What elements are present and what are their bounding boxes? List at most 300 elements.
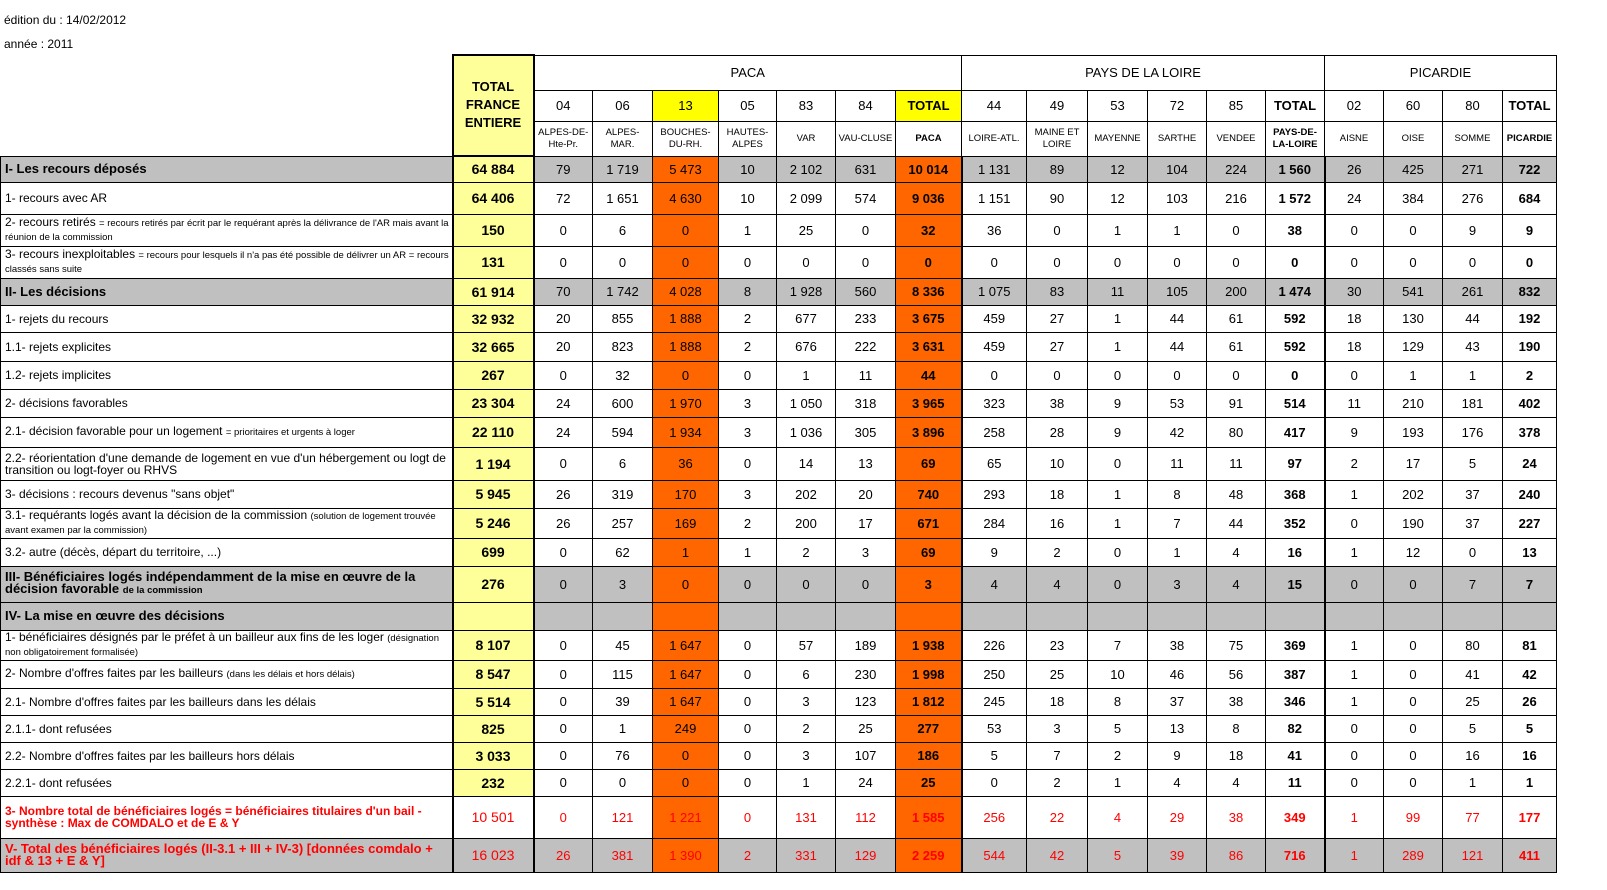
value-cell: 44 [1443,305,1503,332]
table-row [1,246,1557,278]
total-france-cell: 64 406 [453,182,534,214]
value-cell: 459 [962,305,1027,332]
value-cell: 352 [1266,508,1325,538]
value-cell: 4 [1027,566,1088,602]
value-cell: 0 [534,538,593,566]
value-cell: 121 [593,796,653,838]
row-label [1,660,453,688]
value-cell: 38 [1207,796,1266,838]
table-row [1,769,1557,796]
value-cell: 8 [719,278,777,305]
value-cell: 39 [593,688,653,715]
total-france-cell: 64 884 [453,156,534,182]
value-cell: 4 [1088,796,1148,838]
value-cell: 1 [1384,361,1443,389]
value-cell: 1 [1088,214,1148,246]
total-france-cell: 5 246 [453,508,534,538]
column-code: 49 [1027,90,1088,121]
value-cell: 1 390 [653,838,719,872]
value-cell: 61 [1207,332,1266,361]
total-france-cell: 8 547 [453,660,534,688]
value-cell: 75 [1207,630,1266,660]
value-cell: 1 036 [777,417,836,447]
value-cell: 0 [1443,538,1503,566]
value-cell: 271 [1443,156,1503,182]
value-cell: 39 [1148,838,1207,872]
value-cell: 276 [1443,182,1503,214]
value-cell: 4 [1207,769,1266,796]
value-cell: 193 [1384,417,1443,447]
value-cell: 0 [962,769,1027,796]
value-cell: 676 [777,332,836,361]
value-cell: 26 [1503,688,1557,715]
table-row [1,715,1557,742]
total-france-cell: 16 023 [453,838,534,872]
value-cell: 0 [1148,361,1207,389]
value-cell: 13 [1148,715,1207,742]
value-cell: 0 [777,246,836,278]
value-cell: 261 [1443,278,1503,305]
value-cell: 0 [719,246,777,278]
column-name: ALPES-DE-Hte-Pr. [534,121,593,156]
value-cell: 11 [1088,278,1148,305]
value-cell: 121 [1443,838,1503,872]
value-cell: 0 [836,566,896,602]
table-row [1,688,1557,715]
value-cell: 1 [719,538,777,566]
value-cell: 592 [1266,305,1325,332]
value-cell: 369 [1266,630,1325,660]
column-code: TOTAL [896,90,962,121]
value-cell: 38 [1266,214,1325,246]
value-cell: 0 [1384,769,1443,796]
value-cell: 6 [593,214,653,246]
value-cell: 592 [1266,332,1325,361]
value-cell: 1 [719,214,777,246]
value-cell: 0 [836,246,896,278]
value-cell [1027,602,1088,630]
value-cell: 37 [1443,508,1503,538]
value-cell: 740 [896,480,962,508]
total-france-cell: 825 [453,715,534,742]
value-cell: 0 [719,796,777,838]
row-label [1,447,453,480]
value-cell: 2 259 [896,838,962,872]
column-code: 44 [962,90,1027,121]
value-cell: 43 [1443,332,1503,361]
value-cell: 2 [719,508,777,538]
value-cell: 2 099 [777,182,836,214]
value-cell: 0 [1325,508,1384,538]
column-name: PICARDIE [1503,121,1557,156]
value-cell: 3 [719,480,777,508]
value-cell: 0 [534,566,593,602]
value-cell: 9 [1325,417,1384,447]
value-cell: 18 [1027,688,1088,715]
value-cell: 42 [1503,660,1557,688]
column-code: 06 [593,90,653,121]
value-cell: 90 [1027,182,1088,214]
value-cell: 24 [1325,182,1384,214]
value-cell: 1 928 [777,278,836,305]
row-label-text: III- Bénéficiaires logés indépendamment de la mise en œuvre de la décision favorable [5,569,416,596]
total-france-cell: 61 914 [453,278,534,305]
value-cell: 24 [1503,447,1557,480]
value-cell: 48 [1207,480,1266,508]
value-cell: 368 [1266,480,1325,508]
value-cell: 26 [534,508,593,538]
row-label-text: 2- recours retirés [5,215,96,229]
value-cell: 38 [1148,630,1207,660]
value-cell: 15 [1266,566,1325,602]
value-cell: 0 [1027,361,1088,389]
column-code: 02 [1325,90,1384,121]
value-cell: 5 [1503,715,1557,742]
table-row [1,602,1557,630]
row-label-text: 2- décisions favorables [5,396,128,410]
row-label [1,332,453,361]
column-code: 72 [1148,90,1207,121]
value-cell: 1 [1443,769,1503,796]
value-cell: 1 151 [962,182,1027,214]
total-france-cell: 22 110 [453,417,534,447]
value-cell: 5 [962,742,1027,769]
column-name: SARTHE [1148,121,1207,156]
value-cell: 0 [836,214,896,246]
column-name: SOMME [1443,121,1503,156]
value-cell: 16 [1027,508,1088,538]
column-code: 53 [1088,90,1148,121]
value-cell: 105 [1148,278,1207,305]
value-cell: 0 [534,214,593,246]
value-cell: 20 [836,480,896,508]
row-label [1,305,453,332]
total-france-cell: 267 [453,361,534,389]
row-label-text: 3.2- autre (décès, départ du territoire, ...) [5,545,222,559]
value-cell: 0 [653,769,719,796]
total-france-cell: 8 107 [453,630,534,660]
value-cell: 1 719 [593,156,653,182]
value-cell: 28 [1027,417,1088,447]
value-cell: 7 [1088,630,1148,660]
value-cell: 323 [962,389,1027,417]
value-cell: 1 [1325,796,1384,838]
value-cell: 69 [896,538,962,566]
value-cell: 2 [777,538,836,566]
value-cell: 3 965 [896,389,962,417]
value-cell: 258 [962,417,1027,447]
row-label [1,182,453,214]
column-code: 05 [719,90,777,121]
value-cell: 44 [896,361,962,389]
value-cell: 0 [653,742,719,769]
value-cell: 25 [1443,688,1503,715]
value-cell: 1 [1088,508,1148,538]
value-cell: 103 [1148,182,1207,214]
value-cell: 82 [1266,715,1325,742]
value-cell: 10 [1027,447,1088,480]
value-cell: 1 888 [653,332,719,361]
total-france-cell: 5 945 [453,480,534,508]
value-cell: 192 [1503,305,1557,332]
value-cell: 18 [1325,332,1384,361]
total-france-cell: 3 033 [453,742,534,769]
value-cell [1384,602,1443,630]
value-cell: 91 [1207,389,1266,417]
row-label [1,796,453,838]
value-cell: 0 [962,246,1027,278]
value-cell: 36 [962,214,1027,246]
row-label [1,480,453,508]
value-cell: 256 [962,796,1027,838]
value-cell: 1 934 [653,417,719,447]
value-cell: 0 [534,742,593,769]
value-cell: 4 028 [653,278,719,305]
value-cell: 1 585 [896,796,962,838]
value-cell: 346 [1266,688,1325,715]
value-cell: 293 [962,480,1027,508]
value-cell: 0 [719,447,777,480]
value-cell: 27 [1027,305,1088,332]
value-cell: 3 [777,742,836,769]
value-cell: 0 [593,769,653,796]
value-cell: 1 812 [896,688,962,715]
value-cell: 11 [1266,769,1325,796]
value-cell: 53 [962,715,1027,742]
value-cell: 0 [653,246,719,278]
value-cell: 0 [1207,246,1266,278]
table-row [1,332,1557,361]
value-cell: 9 [1148,742,1207,769]
value-cell: 27 [1027,332,1088,361]
value-cell: 2 [1027,538,1088,566]
value-cell: 289 [1384,838,1443,872]
row-label [1,389,453,417]
value-cell: 227 [1503,508,1557,538]
region-pays-de-la-loire: PAYS DE LA LOIRE [962,55,1325,90]
value-cell: 3 675 [896,305,962,332]
value-cell: 0 [1325,214,1384,246]
value-cell: 6 [777,660,836,688]
row-label [1,508,453,538]
value-cell: 574 [836,182,896,214]
value-cell: 5 [1443,715,1503,742]
column-name: MAYENNE [1088,121,1148,156]
table-row [1,742,1557,769]
row-label [1,630,453,660]
value-cell: 0 [534,630,593,660]
table-row [1,660,1557,688]
value-cell: 202 [1384,480,1443,508]
value-cell: 0 [719,566,777,602]
value-cell: 107 [836,742,896,769]
value-cell: 1 998 [896,660,962,688]
row-label [1,838,453,872]
value-cell: 2 [1503,361,1557,389]
value-cell: 13 [1503,538,1557,566]
column-code: TOTAL [1503,90,1557,121]
value-cell: 1 [1325,480,1384,508]
row-label [1,278,453,305]
value-cell [1088,602,1148,630]
table-row [1,305,1557,332]
value-cell: 0 [653,566,719,602]
row-label-text: 2.1- décision favorable pour un logement [5,424,223,438]
value-cell: 0 [593,246,653,278]
value-cell: 1 131 [962,156,1027,182]
table-row [1,480,1557,508]
value-cell: 1 [1325,538,1384,566]
value-cell: 1 [1325,688,1384,715]
value-cell: 0 [653,214,719,246]
value-cell: 0 [1384,630,1443,660]
row-label-text: 1- recours avec AR [5,191,108,205]
value-cell: 0 [1325,566,1384,602]
row-label [1,688,453,715]
row-label-text: 2.1- Nombre d'offres faites par les bailleurs dans les délais [5,694,316,709]
value-cell: 0 [777,566,836,602]
value-cell: 230 [836,660,896,688]
value-cell: 2 [719,305,777,332]
value-cell: 42 [1027,838,1088,872]
value-cell: 200 [1207,278,1266,305]
value-cell: 8 [1148,480,1207,508]
value-cell: 9 [1088,389,1148,417]
value-cell: 81 [1503,630,1557,660]
value-cell: 0 [534,688,593,715]
value-cell: 0 [719,361,777,389]
region-paca: PACA [534,55,962,90]
column-name: HAUTES-ALPES [719,121,777,156]
row-label-text: 1- rejets du recours [5,311,109,326]
row-label-text: 3- décisions : recours devenus "sans objet" [5,487,235,501]
value-cell: 1 938 [896,630,962,660]
value-cell: 0 [653,361,719,389]
value-cell: 5 [1443,447,1503,480]
value-cell: 36 [653,447,719,480]
value-cell: 0 [1266,361,1325,389]
value-cell: 11 [836,361,896,389]
value-cell: 4 [1207,566,1266,602]
row-label-text: 2.2- réorientation d'une demande de logement en vue d'un hébergement ou logt de transition ou logt-foyer ou RHVS [5,450,446,477]
value-cell: 16 [1443,742,1503,769]
value-cell: 2 102 [777,156,836,182]
value-cell: 9 036 [896,182,962,214]
value-cell: 70 [534,278,593,305]
value-cell: 57 [777,630,836,660]
value-cell: 18 [1325,305,1384,332]
value-cell: 2 [1325,447,1384,480]
value-cell: 378 [1503,417,1557,447]
value-cell: 16 [1503,742,1557,769]
row-label [1,246,453,278]
value-cell: 61 [1207,305,1266,332]
value-cell: 8 336 [896,278,962,305]
value-cell: 216 [1207,182,1266,214]
value-cell: 9 [1503,214,1557,246]
value-cell: 44 [1207,508,1266,538]
value-cell: 80 [1443,630,1503,660]
total-france-cell: 32 932 [453,305,534,332]
value-cell: 331 [777,838,836,872]
value-cell: 0 [1088,361,1148,389]
value-cell: 284 [962,508,1027,538]
table-row [1,566,1557,602]
table-row [1,361,1557,389]
value-cell [1443,602,1503,630]
value-cell [593,602,653,630]
total-france-cell: 150 [453,214,534,246]
value-cell: 123 [836,688,896,715]
value-cell: 42 [1148,417,1207,447]
column-code: 13 [653,90,719,121]
value-cell: 16 [1266,538,1325,566]
value-cell: 0 [1088,246,1148,278]
value-cell: 62 [593,538,653,566]
value-cell: 72 [534,182,593,214]
value-cell: 14 [777,447,836,480]
value-cell [777,602,836,630]
value-cell [836,602,896,630]
value-cell: 86 [1207,838,1266,872]
value-cell: 514 [1266,389,1325,417]
table-row [1,508,1557,538]
value-cell: 0 [719,715,777,742]
value-cell: 25 [1027,660,1088,688]
column-name: MAINE ET LOIRE [1027,121,1088,156]
row-label-text: 1.1- rejets explicites [5,339,112,354]
value-cell: 716 [1266,838,1325,872]
column-name: AISNE [1325,121,1384,156]
row-label [1,602,453,630]
total-france-cell: 23 304 [453,389,534,417]
value-cell: 1 888 [653,305,719,332]
value-cell: 684 [1503,182,1557,214]
column-name: PAYS-DE-LA-LOIRE [1266,121,1325,156]
column-name: VAR [777,121,836,156]
value-cell: 99 [1384,796,1443,838]
value-cell: 0 [534,447,593,480]
value-cell: 1 651 [593,182,653,214]
value-cell: 7 [1027,742,1088,769]
value-cell: 17 [1384,447,1443,480]
value-cell: 8 [1088,688,1148,715]
value-cell: 7 [1503,566,1557,602]
value-cell: 210 [1384,389,1443,417]
value-cell: 11 [1207,447,1266,480]
value-cell: 402 [1503,389,1557,417]
value-cell: 0 [1384,246,1443,278]
value-cell: 77 [1443,796,1503,838]
total-france-cell: 276 [453,566,534,602]
value-cell: 9 [962,538,1027,566]
header-row-regions [1,55,1557,90]
value-cell: 129 [836,838,896,872]
value-cell: 1 [1088,305,1148,332]
row-label-text: 2.2.1- dont refusées [5,775,112,790]
value-cell: 12 [1088,156,1148,182]
column-code: 84 [836,90,896,121]
value-cell: 1 474 [1266,278,1325,305]
value-cell [1325,602,1384,630]
value-cell: 200 [777,508,836,538]
value-cell: 1 221 [653,796,719,838]
value-cell: 855 [593,305,653,332]
value-cell: 4 [962,566,1027,602]
value-cell: 0 [1384,742,1443,769]
value-cell: 0 [534,715,593,742]
value-cell: 0 [962,361,1027,389]
